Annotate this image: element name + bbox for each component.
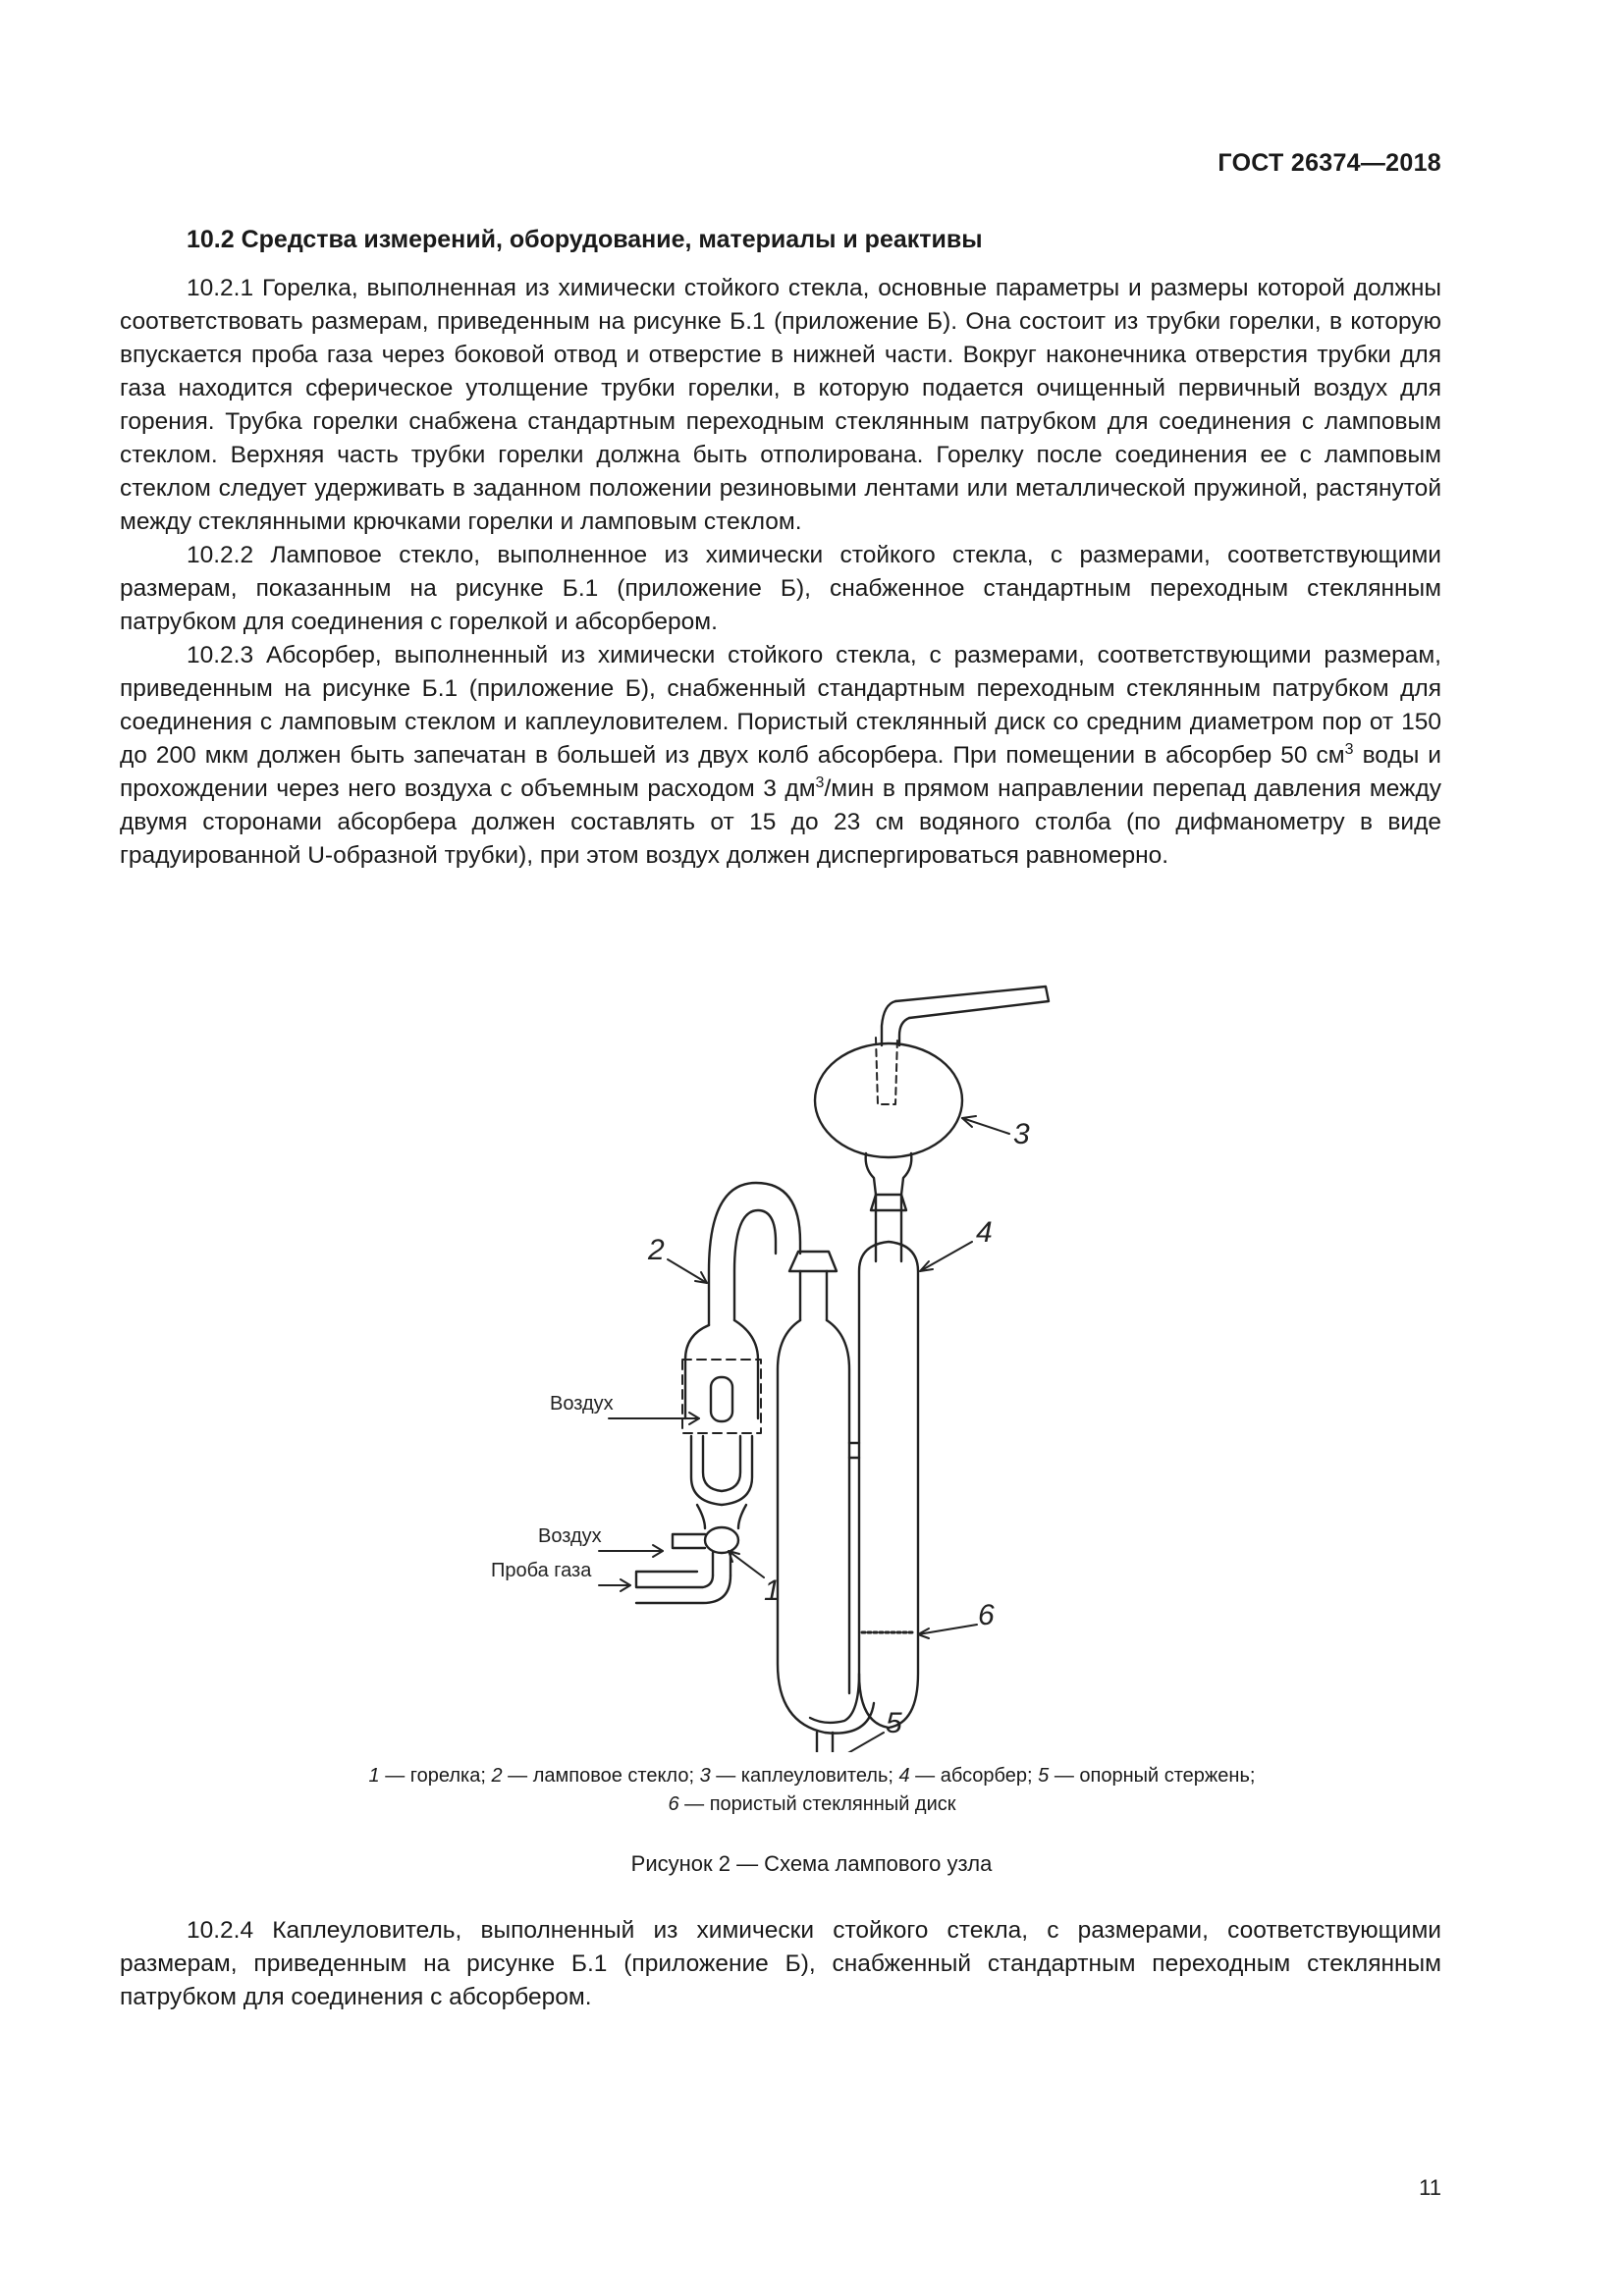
- figure-label-air-lower: Воздух: [538, 1525, 602, 1547]
- document-id-header: ГОСТ 26374—2018: [1217, 149, 1441, 177]
- lamp-assembly-figure: [471, 947, 1159, 1752]
- figure-title: Рисунок 2 — Схема лампового узла: [630, 1851, 993, 1876]
- figure-label-air-upper: Воздух: [550, 1393, 614, 1415]
- legend-value: — каплеуловитель;: [710, 1765, 899, 1787]
- figure-label-1: 1: [764, 1575, 781, 1607]
- legend-value: — горелка;: [379, 1765, 492, 1787]
- paragraph-10-2-3-part-c: /мин в прямом направлении перепад давления между двумя сторонами абсорбера должен составлять от 15 до 23 см водяного столба (по дифманометру в виде градуированной U-образной трубки), при этом воздух должен диспергироваться равномерно.: [120, 775, 1441, 869]
- lamp-glass: [685, 1183, 800, 1418]
- support-rod: [817, 1733, 833, 1752]
- paragraph-10-2-3-part-a: 10.2.3 Абсорбер, выполненный из химически стойкого стекла, с размерами, соответствующими размерам, приведенным на рисунке Б.1 (приложение Б), снабженный стандартным переходным стеклянным патрубком для соединения с ламповым стеклом и каплеуловителем. Пористый стеклянный диск со средним диаметром пор от 150 до 200 мкм должен быть запечатан в большей из двух колб абсорбера. При помещении в абсорбер 50 см: [120, 642, 1441, 769]
- legend-key: 4: [898, 1765, 910, 1787]
- figure-label-2: 2: [648, 1234, 665, 1266]
- paragraph-10-2-4: 10.2.4 Каплеуловитель, выполненный из химически стойкого стекла, с размерами, соответствующими размерам, приведенным на рисунке Б.1 (приложение Б), снабженный стандартным переходным стеклянным патрубком для соединения с абсорбером.: [120, 1917, 1441, 2010]
- figure-label-5: 5: [886, 1707, 902, 1739]
- body-text-lower: [120, 1914, 1441, 2014]
- legend-key: 5: [1038, 1765, 1050, 1787]
- paragraph-10-2-2: 10.2.2 Ламповое стекло, выполненное из химически стойкого стекла, с размерами, соответствующими размерам, показанным на рисунке Б.1 (приложение Б), снабженное стандартным переходным стеклянным патрубком для соединения с горелкой и абсорбером.: [120, 542, 1441, 635]
- figure-label-gas-sample: Проба газа: [491, 1560, 592, 1581]
- figure-label-4: 4: [976, 1216, 993, 1249]
- paragraph-10-2-3-part-b: воды и прохождении через него воздуха с объемным расходом 3 дм: [120, 742, 1441, 802]
- burner: [636, 1360, 761, 1603]
- legend-key: 6: [668, 1793, 679, 1815]
- legend-value: — пористый стеклянный диск: [678, 1793, 956, 1815]
- superscript-cubic: 3: [1344, 740, 1354, 758]
- legend-key: 3: [699, 1765, 711, 1787]
- lamp-assembly-diagram: [471, 947, 1159, 1752]
- figure-legend-line-2: [137, 1790, 1487, 1819]
- figure-label-3: 3: [1013, 1118, 1030, 1150]
- leader-lines: [599, 1116, 1009, 1752]
- section-title: 10.2 Средства измерений, оборудование, материалы и реактивы: [187, 226, 983, 253]
- figure-legend: [137, 1762, 1487, 1819]
- figure-label-6: 6: [978, 1599, 995, 1631]
- paragraph-10-2-1: 10.2.1 Горелка, выполненная из химически стойкого стекла, основные параметры и размеры которой должны соответствовать размерам, приведенным на рисунке Б.1 (приложение Б). Она состоит из трубки горелки, в которую впускается проба газа через боковой отвод и отверстие в нижней части. Вокруг наконечника отверстия трубки для газа находится сферическое утолщение трубки горелки, в которую подается очищенный первичный воздух для горения. Трубка горелки снабжена стандартным переходным стеклянным патрубком для соединения с ламповым стеклом. Верхняя часть трубки горелки должна быть отполирована. Горелку после соединения ее с ламповым стеклом следует удерживать в заданном положении резиновыми лентами или металлической пружиной, растянутой между стеклянными крючками горелки и ламповым стеклом.: [120, 275, 1441, 535]
- legend-key: 1: [368, 1765, 380, 1787]
- legend-key: 2: [491, 1765, 503, 1787]
- legend-value: — ламповое стекло;: [502, 1765, 700, 1787]
- superscript-cubic: 3: [815, 774, 825, 791]
- legend-value: — абсорбер;: [909, 1765, 1039, 1787]
- figure-legend-line-1: [137, 1762, 1487, 1790]
- paragraph-10-2-3: [120, 639, 1441, 873]
- body-text-upper: [120, 272, 1441, 873]
- page-number: 11: [1419, 2175, 1441, 2200]
- legend-value: — опорный стержень;: [1049, 1765, 1256, 1787]
